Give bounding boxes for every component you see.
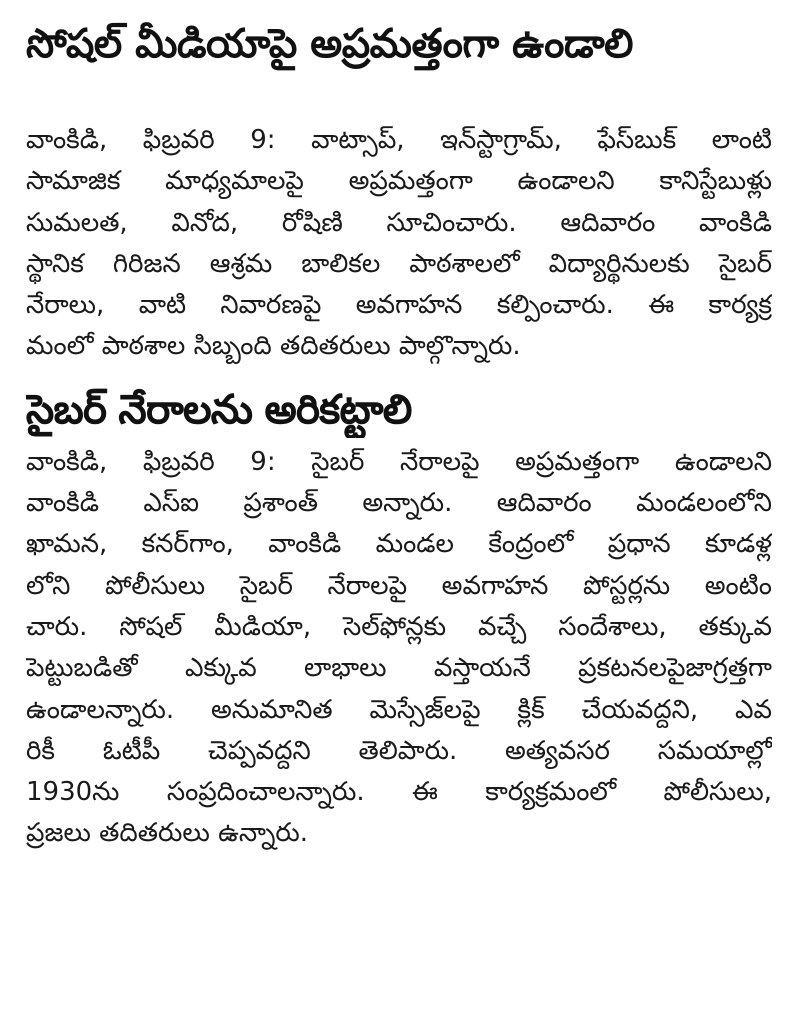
article-1-line: స్థానిక గిరిజన ఆశ్రమ బాలికల పాఠశాలలో విద్యార్థినులకు సైబర్	[26, 248, 772, 279]
article-2-line: లోని పోలీసులు సైబర్ నేరాలపై అవగాహన పోస్టర్లను అంటిం	[26, 570, 772, 601]
article-1-line: సుమలత, వినోద, రోషిణి సూచించారు. ఆదివారం వాంకిడి	[26, 207, 772, 238]
article-1-line: సామాజిక మాధ్యమాలపై అప్రమత్తంగా ఉండాలని కానిస్టేబుళ్లు	[26, 166, 772, 197]
article-1-body	[26, 72, 772, 368]
article-2-line: ఉండాలన్నారు. అనుమానిత మెస్సేజ్‌లపై క్లిక్ చేయవద్దని, ఎవ	[26, 694, 772, 725]
article-2-body	[26, 438, 772, 855]
article-1-line: వాంకిడి, ఫిబ్రవరి 9: వాట్సాప్, ఇన్‌స్టాగ్రామ్, ఫేస్‌బుక్ లాంటి	[26, 125, 772, 155]
article-2-headline: సైబర్ నేరాలను అరికట్టాలి	[26, 386, 412, 433]
article-2-line: ప్రజలు తదితరులు ఉన్నారు.	[26, 818, 309, 849]
article-2-line: వాంకిడి ఎస్ఐ ప్రశాంత్ అన్నారు. ఆదివారం మండలంలోని	[26, 488, 772, 519]
article-2-line: 1930ను సంప్రదించాలన్నారు. ఈ కార్యక్రమంలో పోలీసులు,	[26, 777, 772, 808]
article-2-line: వాంకిడి, ఫిబ్రవరి 9: సైబర్ నేరాలపై అప్రమత్తంగా ఉండాలని	[26, 446, 772, 477]
article-1-line: మంలో పాఠశాల సిబ్బంది తదితరులు పాల్గొన్నారు.	[26, 331, 521, 362]
article-2-line: ఖామన, కనర్‌గాం, వాంకిడి మండల కేంద్రంలో ప్రధాన కూడళ్ల	[26, 529, 772, 560]
article-1-headline: సోషల్ మీడియాపై అప్రమత్తంగా ఉండాలి	[26, 21, 633, 67]
article-2-line: పెట్టుబడితో ఎక్కువ లాభాలు వస్తాయనే ప్రకటనలపైజాగ్రత్తగా	[26, 653, 772, 684]
article-2-line: చారు. సోషల్ మీడియా, సెల్‌ఫోన్లకు వచ్చే సందేశాలు, తక్కువ	[26, 611, 772, 642]
article-2-line: రికీ ఓటీపీ చెప్పవద్దని తెలిపారు. అత్యవసర సమయాల్లో	[26, 735, 772, 766]
article-1-line: నేరాలు, వాటి నివారణపై అవగాహన కల్పించారు. ఈ కార్యక్ర	[26, 290, 772, 321]
